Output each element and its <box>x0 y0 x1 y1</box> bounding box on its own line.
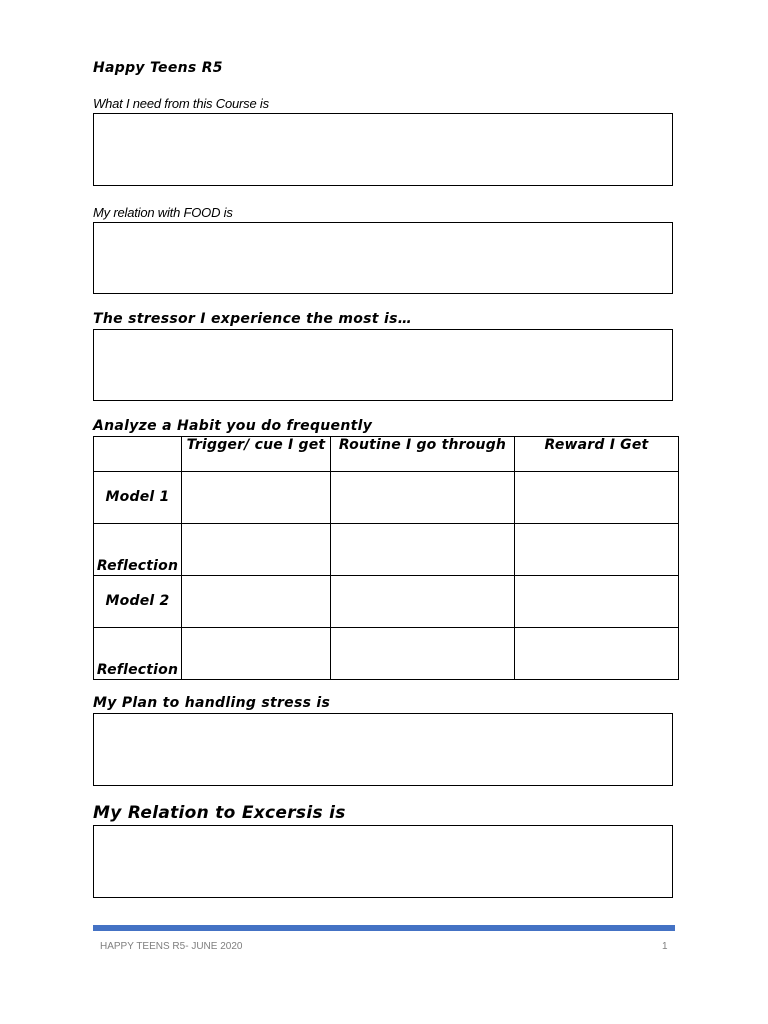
page-title: Happy Teens R5 <box>93 60 223 76</box>
table-row <box>94 628 679 680</box>
stress-plan-label: My Plan to handling stress is <box>93 695 331 711</box>
row-header-reflection-2: Reflection <box>94 628 182 680</box>
course-need-box[interactable] <box>93 113 673 186</box>
table-cell-model-1-routine[interactable] <box>331 472 515 524</box>
table-row <box>94 472 679 524</box>
table-cell-reflection-2-routine[interactable] <box>331 628 515 680</box>
stressor-label: The stressor I experience the most is… <box>93 311 412 327</box>
column-header-reward: Reward I Get <box>515 437 679 472</box>
table-cell-reflection-2-trigger[interactable] <box>182 628 331 680</box>
row-header-model-1: Model 1 <box>94 472 182 524</box>
footer-rule <box>93 925 675 931</box>
row-header-model-2: Model 2 <box>94 576 182 628</box>
habit-table-corner-cell <box>94 437 182 472</box>
table-cell-model-2-reward[interactable] <box>515 576 679 628</box>
stressor-box[interactable] <box>93 329 673 401</box>
course-need-label: What I need from this Course is <box>93 96 269 111</box>
table-cell-model-1-reward[interactable] <box>515 472 679 524</box>
column-header-routine: Routine I go through <box>331 437 515 472</box>
habit-table <box>93 436 679 680</box>
table-row <box>94 524 679 576</box>
footer-text: HAPPY TEENS R5- JUNE 2020 <box>100 941 243 952</box>
row-header-reflection-1: Reflection <box>94 524 182 576</box>
exercise-relation-box[interactable] <box>93 825 673 898</box>
habit-heading: Analyze a Habit you do frequently <box>93 418 373 434</box>
table-cell-reflection-1-routine[interactable] <box>331 524 515 576</box>
column-header-trigger: Trigger/ cue I get <box>182 437 331 472</box>
table-cell-reflection-2-reward[interactable] <box>515 628 679 680</box>
habit-table-header-row <box>94 437 679 472</box>
food-relation-box[interactable] <box>93 222 673 294</box>
table-cell-reflection-1-reward[interactable] <box>515 524 679 576</box>
table-cell-model-2-routine[interactable] <box>331 576 515 628</box>
table-cell-model-1-trigger[interactable] <box>182 472 331 524</box>
table-cell-reflection-1-trigger[interactable] <box>182 524 331 576</box>
page-number: 1 <box>662 941 668 952</box>
food-relation-label: My relation with FOOD is <box>93 205 233 220</box>
table-cell-model-2-trigger[interactable] <box>182 576 331 628</box>
stress-plan-box[interactable] <box>93 713 673 786</box>
exercise-relation-label: My Relation to Excersis is <box>93 803 346 823</box>
table-row <box>94 576 679 628</box>
